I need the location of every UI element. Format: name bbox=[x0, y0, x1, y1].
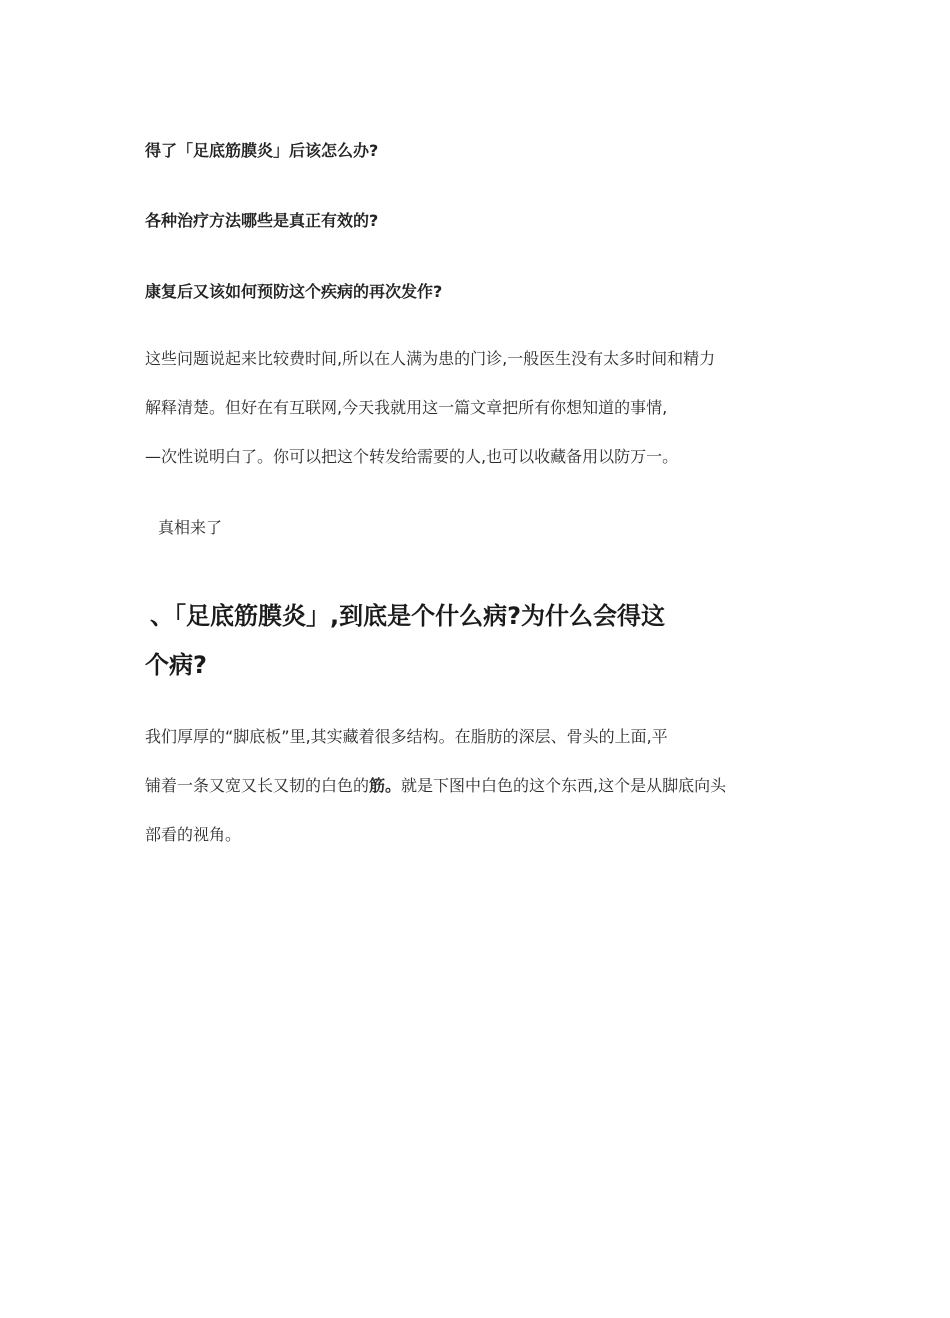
intro-line-3: —次性说明白了。你可以把这个转发给需要的人,也可以收藏备用以防万一。 bbox=[145, 447, 679, 466]
section-heading-line-1: 、「足底筋膜炎」,到底是个什么病?为什么会得这 bbox=[150, 602, 666, 630]
intro-line-2: 解释清楚。但好在有互联网,今天我就用这一篇文章把所有你想知道的事情, bbox=[145, 398, 668, 417]
truth-line: 真相来了 bbox=[158, 518, 223, 537]
section-body-line-3: 部看的视角。 bbox=[145, 825, 242, 844]
question-1: 得了「足底筋膜炎」后该怎么办? bbox=[145, 141, 379, 160]
section-body-line-2 bbox=[145, 774, 726, 798]
section-body-line-1: 我们厚厚的“脚底板”里,其实藏着很多结构。在脂肪的深层、骨头的上面,平 bbox=[145, 727, 668, 746]
question-2: 各种治疗方法哪些是真正有效的? bbox=[145, 211, 379, 230]
section-body-bold-word: 筋。 bbox=[369, 776, 402, 795]
section-heading-line-2: 个病? bbox=[145, 651, 207, 679]
section-body-line-2-start: 铺着一条又宽又长又韧的白色的 bbox=[145, 776, 370, 795]
question-3: 康复后又该如何预防这个疾病的再次发作? bbox=[145, 282, 443, 301]
intro-line-1: 这些问题说起来比较费时间,所以在人满为患的门诊,一般医生没有太多时间和精力 bbox=[145, 349, 716, 368]
section-body-line-2-end: 就是下图中白色的这个东西,这个是从脚底向头 bbox=[401, 776, 727, 795]
